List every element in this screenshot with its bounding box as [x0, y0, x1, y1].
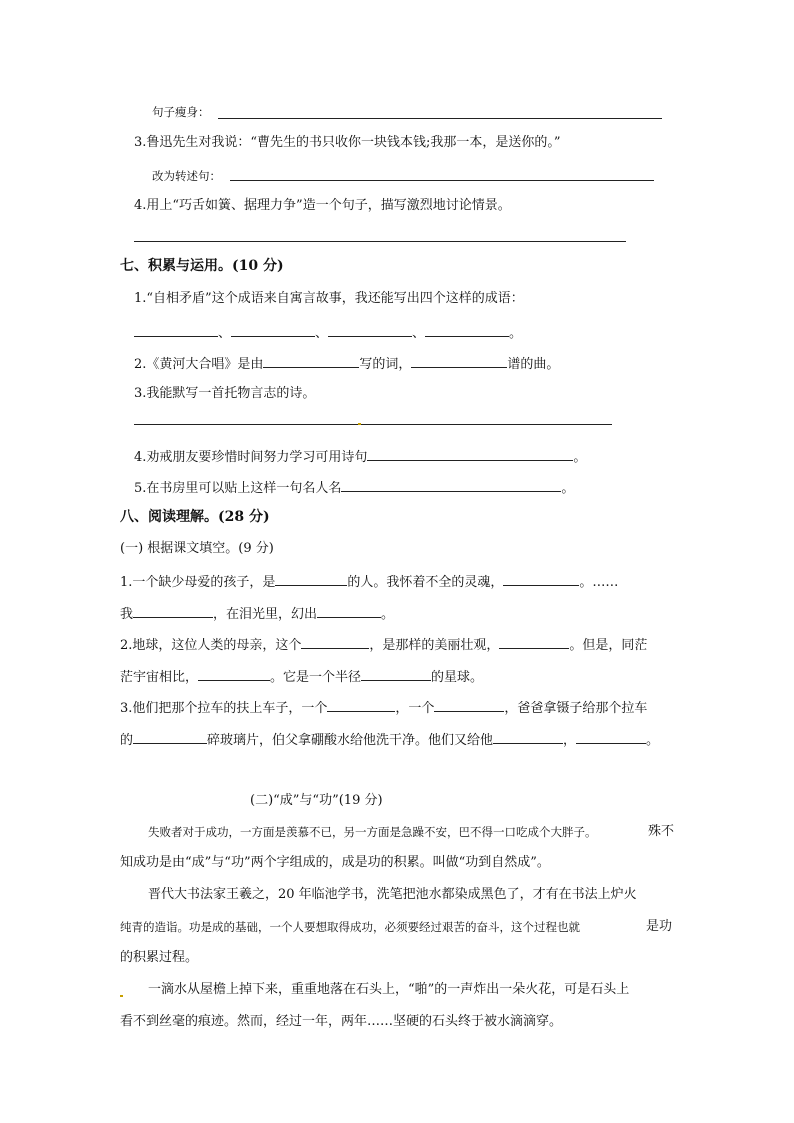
text: 写的词， [359, 357, 412, 372]
text: ，在泪光里，幻出 [213, 607, 318, 622]
text: 5.在书房里可以贴上这样一句名人名 [134, 481, 342, 496]
text: 2.地球，这位人类的母亲，这个 [120, 638, 302, 653]
passage-p1-line-1: 失败者对于成功，一方面是羡慕不已，另一方面是急躁不安，巴不得一口吃成个大胖子。 [148, 825, 597, 839]
text: ， [563, 733, 577, 748]
lyricist-blank[interactable] [263, 353, 359, 368]
idiom-question: 1.“自相矛盾”这个成语来自寓言故事，我还能写出四个这样的成语： [134, 291, 524, 306]
blank[interactable] [133, 729, 207, 744]
fill-2-line-2 [120, 666, 483, 687]
indirect-speech-answer-line[interactable] [230, 180, 654, 181]
fill-3-line-2 [120, 729, 659, 750]
blank[interactable] [576, 729, 646, 744]
q4-answer-line[interactable] [134, 241, 626, 242]
blank[interactable] [493, 729, 563, 744]
fill-1-line-2 [120, 603, 394, 624]
composer-blank[interactable] [411, 353, 507, 368]
text: 。 [646, 733, 660, 748]
text: ，爸爸拿镊子给那个拉车 [504, 701, 648, 716]
period: 。 [509, 326, 523, 341]
fill-1-line-1 [120, 571, 618, 592]
blank[interactable] [133, 603, 213, 618]
passage-p2-line-2-end: 是功 [646, 919, 673, 934]
cherish-time-blank[interactable] [367, 446, 573, 461]
section-8-heading: 八、阅读理解。(28 分) [120, 509, 270, 525]
passage-p1-line-2: 知成功是由“成”与“功”两个字组成的，成是功的积累。叫做“功到自然成”。 [120, 855, 550, 870]
text: 的星球。 [431, 670, 484, 685]
yellow-river-question [134, 353, 559, 374]
text: 。它是一个半径 [270, 670, 362, 685]
poem-answer-line[interactable] [134, 424, 612, 425]
text: 1.一个缺少母爱的孩子，是 [120, 575, 276, 590]
separator: 、 [412, 326, 426, 341]
stray-mark [358, 423, 361, 425]
text: 。…… [579, 575, 619, 590]
part-2-title: (二)“成”与“功”(19 分) [250, 793, 383, 808]
idiom-blank-2[interactable] [231, 322, 315, 337]
idiom-blank-4[interactable] [425, 322, 509, 337]
text: 4.劝戒朋友要珍惜时间努力学习可用诗句 [134, 450, 368, 465]
stray-mark [120, 995, 123, 997]
q3-quote: 3.鲁迅先生对我说：“曹先生的书只收你一块钱本钱;我那一本，是送你的。” [134, 135, 561, 150]
blank[interactable] [301, 634, 369, 649]
passage-p2-line-1: 晋代大书法家王羲之，20 年临池学书，洗笔把池水都染成黑色了，才有在书法上炉火 [148, 887, 637, 902]
poem-question: 3.我能默写一首托物言志的诗。 [134, 386, 316, 401]
part-1-title: (一) 根据课文填空。(9 分) [120, 541, 274, 556]
text: 。但是，同茫 [569, 638, 648, 653]
blank[interactable] [198, 666, 270, 681]
blank[interactable] [361, 666, 431, 681]
blank[interactable] [317, 603, 381, 618]
blank[interactable] [434, 697, 504, 712]
text: 的 [120, 733, 134, 748]
section-7-heading: 七、积累与运用。(10 分) [120, 258, 284, 274]
fill-2-line-1 [120, 634, 647, 655]
passage-p1-line-1-end: 殊不 [648, 824, 675, 839]
separator: 、 [218, 326, 232, 341]
study-motto-question [134, 477, 574, 498]
idiom-blank-1[interactable] [134, 322, 218, 337]
separator: 、 [315, 326, 329, 341]
text: 茫宇宙相比， [120, 670, 199, 685]
passage-p2-line-2: 纯青的造诣。功是成的基础，一个人要想取得成功，必须要经过艰苦的奋斗，这个过程也就 [120, 920, 580, 934]
text: 的人。我怀着不全的灵魂， [347, 575, 504, 590]
text: ，是那样的美丽壮观， [369, 638, 500, 653]
blank[interactable] [327, 697, 395, 712]
indirect-speech-label: 改为转述句： [152, 169, 221, 183]
idiom-blanks-row [134, 322, 522, 343]
passage-p2-line-3: 的积累过程。 [120, 950, 199, 965]
text: 碎玻璃片，伯父拿硼酸水给他洗干净。他们又给他 [207, 733, 494, 748]
blank[interactable] [499, 634, 569, 649]
text: ，一个 [395, 701, 435, 716]
text: 3.他们把那个拉车的扶上车子，一个 [120, 701, 328, 716]
text: 我 [120, 607, 134, 622]
blank[interactable] [503, 571, 579, 586]
passage-p3-line-1: 一滴水从屋檐上掉下来，重重地落在石头上，“啪”的一声炸出一朵火花，可是石头上 [148, 982, 630, 997]
study-motto-blank[interactable] [341, 477, 561, 492]
q4-prompt: 4.用上“巧舌如簧、据理力争”造一个句子，描写激烈地讨论情景。 [134, 198, 511, 213]
period: 。 [573, 450, 587, 465]
text: 谱的曲。 [507, 357, 560, 372]
blank[interactable] [275, 571, 347, 586]
passage-p3-line-2: 看不到丝毫的痕迹。然而，经过一年，两年……坚硬的石头终于被水滴滴穿。 [120, 1014, 563, 1029]
text: 2.《黄河大合唱》是由 [134, 357, 264, 372]
text: 。 [381, 607, 395, 622]
period: 。 [561, 481, 575, 496]
sentence-slim-label: 句子瘦身： [152, 105, 210, 119]
sentence-slim-answer-line[interactable] [218, 118, 662, 119]
idiom-blank-3[interactable] [328, 322, 412, 337]
cherish-time-question [134, 446, 586, 467]
fill-3-line-1 [120, 697, 647, 718]
